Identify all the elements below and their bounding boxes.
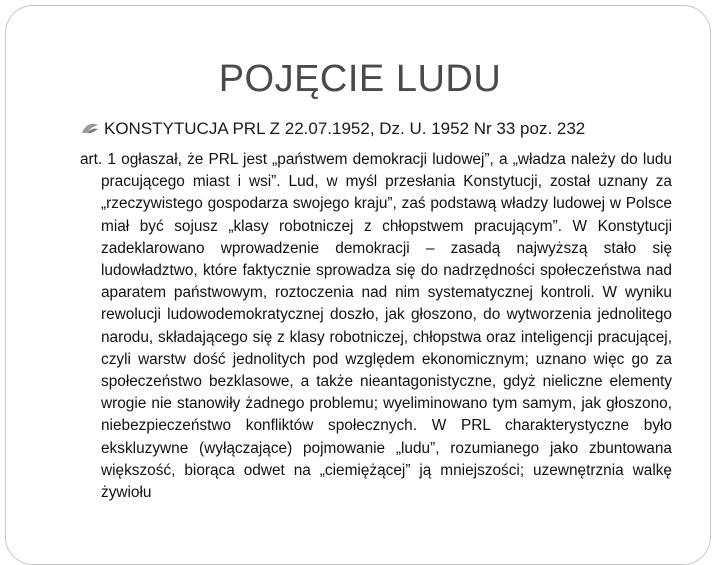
slide-title: POJĘCIE LUDU	[218, 58, 502, 100]
body-paragraph: art. 1 ogłaszał, że PRL jest „państwem demokracji ludowej”, a „władza należy do ludu pracującego miast i wsi”. Lud, w myśl przesłania Konstytucji, został uznany za „rzeczywistego gospodarza swojego kraju”, zaś podstawą władzy ludowej w Polsce miał być sojusz „klasy robotniczej z chłopstwem pracującym”. W Konstytucji zadeklarowano wprowadzenie demokracji – zasadą najwyższą stało się ludowładztwo, które faktycznie sprowadza się do nadrzędności społeczeństwa nad aparatem państwowym, roztoczenia nad nim systematycznej kontroli. W wyniku rewolucji ludowodemokratycznej doszło, jak głoszono, do wytworzenia jednolitego narodu, składającego się z klasy robotniczej, chłopstwa oraz inteligencji pracującej, czyli warstw dość jednolitych pod względem ekonomicznym; uznano więc go za społeczeństwo bezklasowe, a także nieantagonistyczne, gdyż nieliczne elementy wrogie nie stanowiły żadnego problemu; wyeliminowano tym samym, jak głoszono, niebezpieczeństwo konfliktów społecznych. W PRL charakterystyczne było ekskluzywne (wyłączające) pojmowanie „ludu”, rozumianego jako zbuntowana większość, biorąca odwet na „ciemiężącej” ją mniejszości; uzewnętrznia walkę żywiołu	[80, 151, 672, 502]
bullet-item	[80, 119, 585, 139]
bullet-text: KONSTYTUCJA PRL Z 22.07.1952, Dz. U. 1952 Nr 33 poz. 232	[104, 119, 586, 138]
leaf-bullet-icon	[80, 120, 100, 138]
